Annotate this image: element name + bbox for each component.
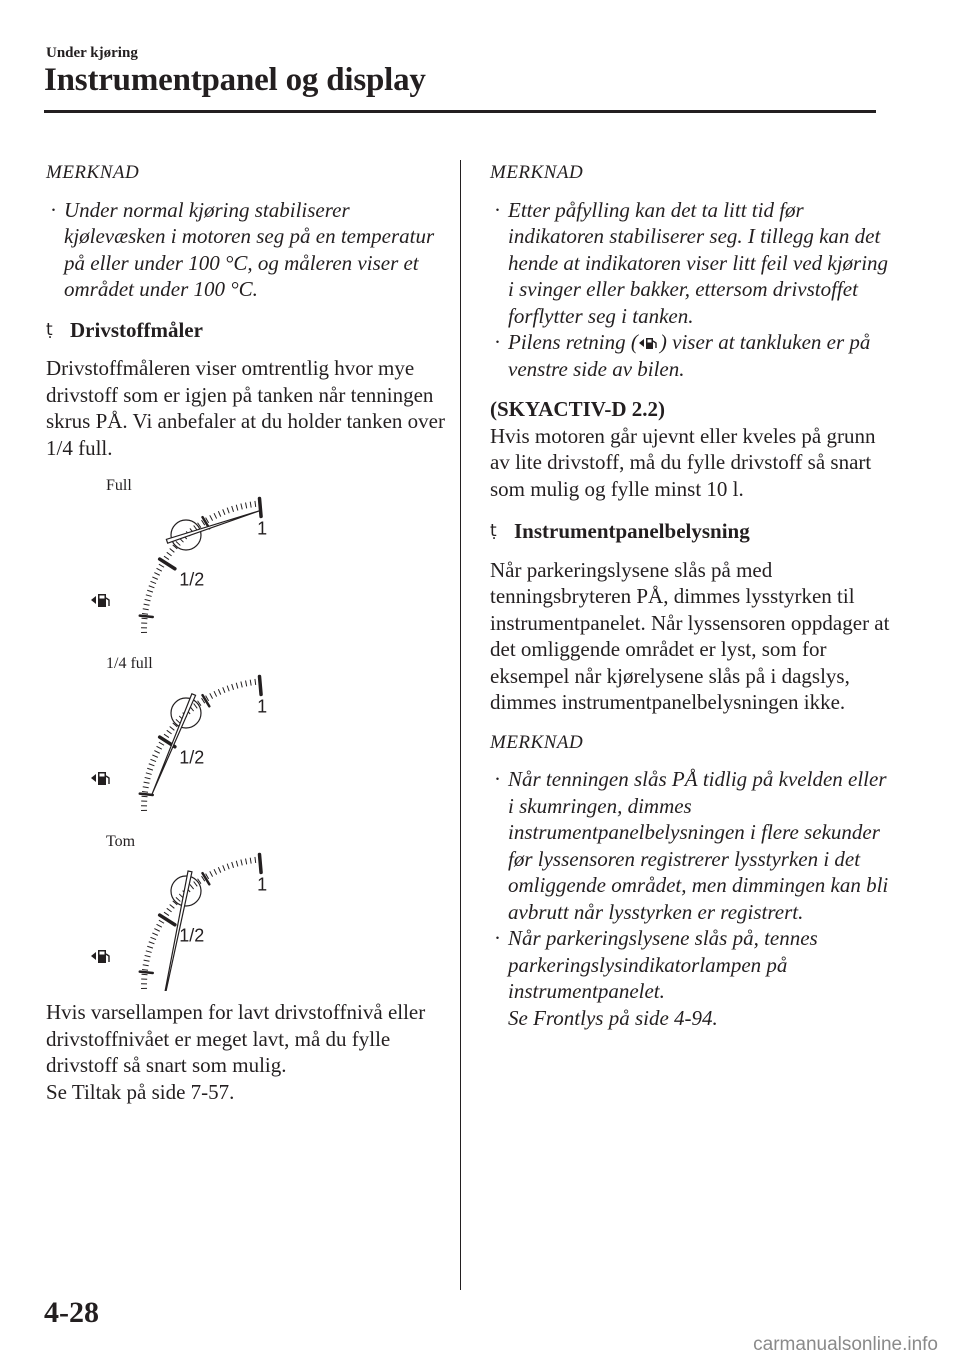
minor-tick <box>236 683 238 689</box>
minor-tick <box>152 755 157 757</box>
minor-tick <box>154 929 159 932</box>
bullet-text-pre: Pilens retning ( <box>508 330 638 354</box>
minor-tick <box>146 773 152 775</box>
low-fuel-warning: Hvis varsellampen for lavt drivstoffnivå eller drivstoffnivået er meget lavt, må du fylle drivstoff så snart som mulig. <box>46 1000 426 1077</box>
major-tick <box>160 559 175 569</box>
watermark: carmanualsonline.info <box>753 1334 938 1355</box>
minor-tick <box>236 505 238 511</box>
major-tick <box>259 855 261 873</box>
minor-tick <box>146 951 152 953</box>
minor-tick <box>241 504 242 510</box>
pump-window <box>100 596 105 599</box>
fuel-pump-icon <box>91 772 109 785</box>
pump-window <box>100 774 105 777</box>
minor-tick <box>170 905 175 909</box>
minor-tick <box>167 730 172 734</box>
minor-tick <box>159 564 164 567</box>
section-marker-icon: ṭ <box>490 521 497 541</box>
note-heading: MERKNAD <box>490 162 584 183</box>
minor-tick <box>214 513 217 518</box>
note-heading: MERKNAD <box>490 731 584 753</box>
minor-tick <box>255 679 256 685</box>
minor-tick <box>250 502 251 508</box>
minor-tick <box>159 920 164 923</box>
left-column <box>46 160 446 1115</box>
arrow-left-icon <box>91 952 96 960</box>
minor-tick <box>149 586 155 588</box>
note-bullet-dimming: · Når tenningen slås PÅ tidlig på kvelden eller i skumringen, dimmes instrumentpanelbelysningen i flere sekunder før lyssensoren registrerer lysstyrken i det omliggende området, men dimmingen kan bli avbrutt når lysstyrken er registrert. <box>490 766 890 925</box>
minor-tick <box>144 960 150 961</box>
note-bullet-parking <box>490 925 890 1031</box>
minor-tick <box>250 858 251 864</box>
minor-tick <box>190 884 194 889</box>
minor-tick <box>143 609 149 610</box>
pump-hose <box>106 598 109 606</box>
bullet-text-post: ) viser at tankluken er på venstre side av bilen. <box>508 330 871 381</box>
minor-tick <box>145 599 151 600</box>
minor-tick <box>214 691 217 696</box>
minor-tick <box>223 687 225 693</box>
minor-tick <box>150 937 156 939</box>
minor-tick <box>210 515 213 520</box>
section-label: Under kjøring <box>46 45 138 61</box>
see-reference: Se Frontlys på side 4-94. <box>508 1005 718 1030</box>
minor-tick <box>232 862 234 868</box>
major-tick <box>259 499 261 517</box>
minor-tick <box>232 684 234 690</box>
minor-tick <box>152 577 157 579</box>
pump-hose <box>106 954 109 962</box>
minor-tick <box>145 955 151 956</box>
fuel-gauge-figure <box>46 473 446 993</box>
lighting-heading <box>490 518 890 545</box>
minor-tick <box>154 751 159 754</box>
page-title: Instrumentpanel og display <box>44 62 426 98</box>
note-bullet-refuel: · Etter påfylling kan det ta litt tid før indikatoren stabiliserer seg. I tillegg kan det hende at indikatoren viser litt feil ved kjøring i svinger eller bakker, ettersom drivstoffet forflytter seg i tanken. <box>490 197 890 330</box>
minor-tick <box>246 859 247 865</box>
major-tick <box>140 616 153 617</box>
minor-tick <box>146 595 152 597</box>
minor-tick <box>154 573 159 576</box>
minor-tick <box>210 693 213 698</box>
minor-tick <box>176 719 180 723</box>
scale-label-one: 1 <box>257 518 268 539</box>
minor-tick <box>210 871 213 876</box>
fuel-gauge-heading <box>46 317 446 344</box>
scale-label-one: 1 <box>257 696 268 717</box>
gauge-label: Tom <box>106 833 136 850</box>
minor-tick <box>142 613 148 614</box>
note-heading: MERKNAD <box>46 162 140 183</box>
minor-tick <box>147 768 153 770</box>
fuel-gauge-heading-text: Drivstoffmåler <box>70 317 203 342</box>
fuel-gauge <box>46 851 376 991</box>
minor-tick <box>218 689 220 694</box>
minor-tick <box>147 946 153 948</box>
minor-tick <box>176 897 180 901</box>
minor-tick <box>149 764 155 766</box>
minor-tick <box>218 867 220 872</box>
minor-tick <box>255 501 256 507</box>
minor-tick <box>157 568 162 571</box>
fuel-pump-icon <box>91 950 109 963</box>
minor-tick <box>164 734 169 737</box>
arrow-left-icon <box>91 596 96 604</box>
minor-tick <box>232 506 234 512</box>
major-tick <box>140 972 153 973</box>
minor-tick <box>223 509 225 515</box>
major-tick <box>259 677 261 695</box>
gauge-needle <box>152 694 196 795</box>
page-number: 4-28 <box>44 1296 99 1329</box>
title-rule <box>44 110 876 113</box>
note-bullet: · Under normal kjøring stabiliserer kjølevæsken i motoren seg på en temperatur på eller under 100 °C, og måleren viser et området under 100 °C. <box>46 197 446 303</box>
minor-tick <box>142 791 148 792</box>
minor-tick <box>170 549 175 553</box>
minor-tick <box>150 581 156 583</box>
fuel-pump-icon <box>91 594 109 607</box>
minor-tick <box>167 552 172 556</box>
minor-tick <box>214 869 217 874</box>
minor-tick <box>246 681 247 687</box>
skyactiv-text: Hvis motoren går ujevnt eller kveles på grunn av lite drivstoff, må du fylle drivstoff så snart som mulig og fylle minst 10 l. <box>490 423 876 501</box>
note-bullet-arrow <box>490 329 890 382</box>
minor-tick <box>246 503 247 509</box>
section-marker-icon: ṭ <box>46 319 53 340</box>
gauge-label: 1/4 full <box>106 655 153 672</box>
minor-tick <box>194 703 198 708</box>
minor-tick <box>142 974 148 975</box>
pump-hose <box>106 776 109 784</box>
column-divider <box>460 160 461 1290</box>
fuel-gauge-intro: Drivstoffmåleren viser omtrentlig hvor mye drivstoff som er igjen på tanken når tenningen skrus PÅ. Vi anbefaler at du holder tanken over 1/4 full. <box>46 356 445 460</box>
bullet-text: Når parkeringslysene slås på, tennes parkeringslysindikatorlampen på instrumentpanelet. <box>508 926 818 1003</box>
minor-tick <box>194 881 198 886</box>
minor-tick <box>144 604 150 605</box>
minor-tick <box>236 861 238 867</box>
major-tick <box>160 915 175 925</box>
minor-tick <box>150 759 156 761</box>
minor-tick <box>164 912 169 915</box>
fuel-pump-icon <box>638 335 660 351</box>
minor-tick <box>145 777 151 778</box>
minor-tick <box>255 857 256 863</box>
minor-tick <box>170 727 175 731</box>
minor-tick <box>157 924 162 927</box>
minor-tick <box>142 618 148 619</box>
minor-tick <box>223 865 225 871</box>
fuel-gauge <box>46 495 376 635</box>
minor-tick <box>218 511 220 516</box>
major-tick <box>140 794 153 795</box>
lighting-text: Når parkeringslysene slås på med tenningsbryteren PÅ, dimmes lysstyrken til instrumentpanelet. Når lyssensoren oppdager at det omliggende området er lyst, som for eksempel når kjørelysene slås på i dagslys, dimmes instrumentpanelbelysningen ikke. <box>490 557 890 714</box>
minor-tick <box>167 908 172 912</box>
minor-tick <box>227 864 229 870</box>
gauge-label: Full <box>106 477 132 494</box>
scale-label-one: 1 <box>257 874 268 895</box>
arrow-left-icon <box>91 774 96 782</box>
minor-tick <box>152 933 157 935</box>
minor-tick <box>176 541 180 545</box>
scale-label-half: 1/2 <box>179 569 205 590</box>
minor-tick <box>142 796 148 797</box>
minor-tick <box>144 782 150 783</box>
fuel-gauge <box>46 673 376 813</box>
right-column <box>490 160 890 1031</box>
minor-tick <box>143 787 149 788</box>
minor-tick <box>149 942 155 944</box>
minor-tick <box>227 508 229 514</box>
gauge-needle <box>166 510 260 543</box>
minor-tick <box>250 680 251 686</box>
minor-tick <box>164 556 169 559</box>
skyactiv-heading: (SKYACTIV-D 2.2) <box>490 397 666 421</box>
minor-tick <box>157 746 162 749</box>
minor-tick <box>142 969 148 970</box>
scale-label-half: 1/2 <box>179 747 205 768</box>
minor-tick <box>241 682 242 688</box>
minor-tick <box>159 742 164 745</box>
scale-label-half: 1/2 <box>179 925 205 946</box>
lighting-heading-text: Instrumentpanelbelysning <box>514 519 750 543</box>
minor-tick <box>227 686 229 692</box>
minor-tick <box>241 860 242 866</box>
pump-window <box>100 952 105 955</box>
see-reference: Se Tiltak på side 7-57. <box>46 1079 235 1104</box>
arrow-left-icon <box>639 339 644 347</box>
minor-tick <box>143 965 149 966</box>
minor-tick <box>147 590 153 592</box>
